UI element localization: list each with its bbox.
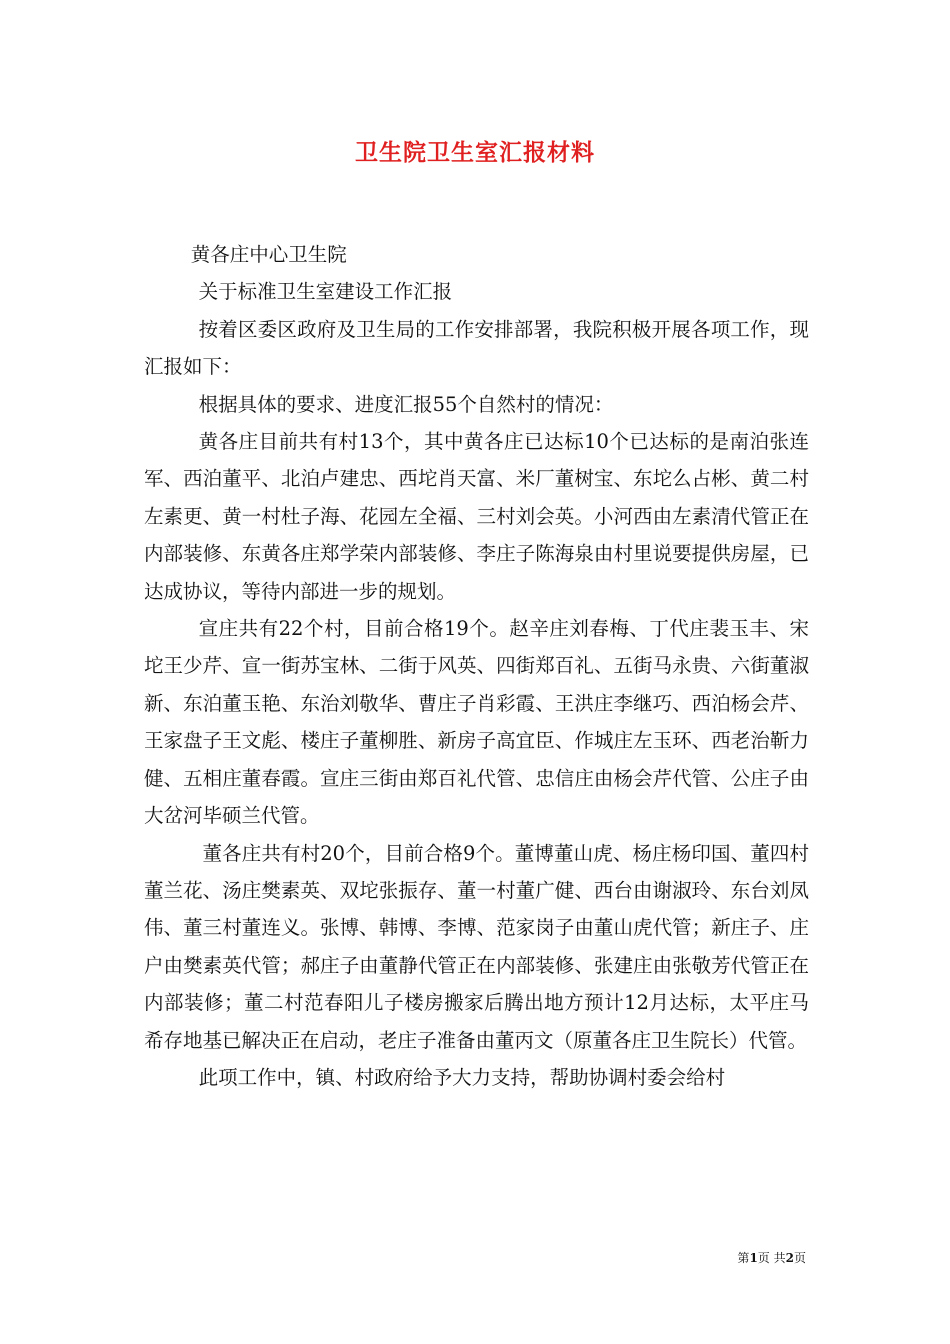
paragraph-organization: 黄各庄中心卫生院 (190, 243, 347, 266)
paragraph-overview: 根据具体的要求、进度汇报55个自然村的情况： (198, 392, 614, 416)
paragraph-xuanzhuang: 宣庄共有22个村，目前合格19个。赵辛庄刘春梅、丁代庄裴玉丰、宋坨王少芹、宣一街苏宝林、二街于风英、四街郑百礼、五街马永贵、六街董淑新、东泊董玉艳、东治刘敬华、曹庄子肖彩霞、王洪庄李继巧、西泊杨会芹、王家盘子王文彪、楼庄子董柳胜、新房子高宜臣、作城庄左玉环、西老治靳力健、五相庄董春霞。宣庄三街由郑百礼代管、忠信庄由杨会芹代管、公庄子由大岔河毕硕兰代管。 (144, 617, 809, 828)
paragraph-subject: 关于标准卫生室建设工作汇报 (198, 280, 453, 304)
paragraph-huanggezhuang: 黄各庄目前共有村13个，其中黄各庄已达标10个已达标的是南泊张连军、西泊董平、北泊卢建忠、西坨肖天富、米厂董树宝、东坨么占彬、黄二村左素更、黄一村杜子海、花园左全福、三村刘会英。小河西由左素清代管正在内部装修、东黄各庄郑学荣内部装修、李庄子陈海泉由村里说要提供房屋，已达成协议，等待内部进一步的规划。 (144, 430, 809, 603)
footer-suffix: 页 (793, 1251, 806, 1265)
paragraph-donggezhuang: 董各庄共有村20个，目前合格9个。董博董山虎、杨庄杨印国、董四村董兰花、汤庄樊素英、双坨张振存、董一村董广健、西台由谢淑玲、东台刘凤伟、董三村董连义。张博、韩博、李博、范家岗子由董山虎代管；新庄子、庄户由樊素英代管；郝庄子由董静代管正在内部装修、张建庄由张敬芳代管正在内部装修；董二村范春阳儿子楼房搬家后腾出地方预计12月达标，太平庄马希存地基已解决正在启动，老庄子准备由董丙文（原董各庄卫生院长）代管。 (144, 841, 809, 1052)
page-footer (0, 1249, 806, 1266)
footer-page-number: 1 (749, 1251, 758, 1265)
document-title: 卫生院卫生室汇报材料 (355, 139, 595, 166)
document-body (144, 236, 809, 1096)
footer-middle: 页 共 (757, 1251, 786, 1265)
paragraph-support: 此项工作中，镇、村政府给予大力支持，帮助协调村委会给村 (198, 1065, 726, 1089)
footer-prefix: 第 (737, 1251, 750, 1265)
paragraph-intro: 按着区委区政府及卫生局的工作安排部署，我院积极开展各项工作，现汇报如下： (144, 317, 809, 379)
footer-total-pages: 2 (785, 1251, 794, 1265)
